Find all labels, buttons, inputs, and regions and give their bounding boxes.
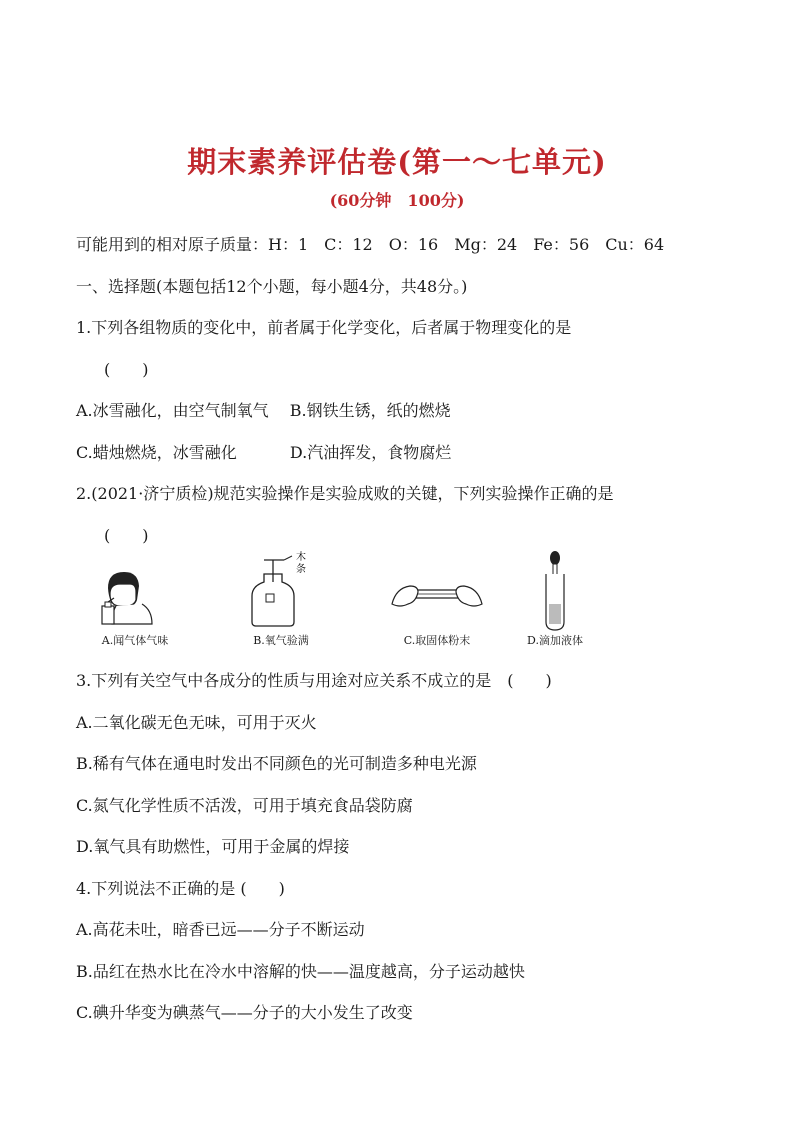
q4-option-b: B.品红在热水比在冷水中溶解的快——温度越高，分子运动越快 bbox=[76, 962, 525, 981]
caption-b: B.氧气验满 bbox=[253, 634, 309, 647]
q3-option-b: B.稀有气体在通电时发出不同颜色的光可制造多种电光源 bbox=[76, 754, 477, 773]
caption-a: A.闻气体气味 bbox=[101, 634, 169, 647]
q4-option-c: C.碘升华变为碘蒸气——分子的大小发生了改变 bbox=[76, 1003, 413, 1022]
q1-options-row2: C.蜡烛燃烧，冰雪融化 D.汽油挥发，食物腐烂 bbox=[76, 443, 452, 462]
test-tube-hands-icon bbox=[382, 548, 492, 632]
q1-stem: 1.下列各组物质的变化中，前者属于化学变化，后者属于物理变化的是 bbox=[76, 318, 572, 337]
q2-figures bbox=[80, 548, 640, 648]
figure-solid-powder bbox=[382, 548, 492, 648]
q4-option-a: A.高花未吐，暗香已远——分子不断运动 bbox=[76, 920, 365, 939]
q2-stem: 2.(2021·济宁质检)规范实验操作是实验成败的关键，下列实验操作正确的是 bbox=[76, 484, 614, 503]
q3-option-c: C.氮气化学性质不活泼，可用于填充食品袋防腐 bbox=[76, 796, 413, 815]
gas-bottle-icon bbox=[226, 548, 336, 632]
figure-drop-liquid bbox=[500, 548, 610, 648]
page-title: 期末素养评估卷(第一～七单元) bbox=[187, 145, 607, 179]
page-subtitle: (60分钟 100分) bbox=[329, 191, 465, 210]
q2-answer-blank: ( ) bbox=[104, 526, 149, 545]
label-wood-1: 木 bbox=[296, 552, 306, 563]
caption-c: C.取固体粉末 bbox=[403, 634, 471, 647]
atomic-masses-line: 可能用到的相对原子质量：H：1 C：12 O：16 Mg：24 Fe：56 Cu：64 bbox=[76, 235, 665, 254]
section-heading: 一、选择题(本题包括12个小题，每小题4分，共48分。) bbox=[76, 277, 468, 296]
figure-smell-gas bbox=[80, 548, 190, 648]
q3-option-d: D.氧气具有助燃性，可用于金属的焊接 bbox=[76, 837, 350, 856]
q1-answer-blank: ( ) bbox=[104, 360, 149, 379]
caption-d: D.滴加液体 bbox=[527, 634, 583, 647]
figure-oxygen-test bbox=[226, 548, 336, 648]
label-wood-2: 条 bbox=[296, 564, 306, 575]
q4-stem: 4.下列说法不正确的是 ( ) bbox=[76, 879, 285, 898]
q3-stem: 3.下列有关空气中各成分的性质与用途对应关系不成立的是 ( ) bbox=[76, 671, 552, 690]
dropper-tube-icon bbox=[500, 548, 610, 632]
q1-options-row1: A.冰雪融化，由空气制氧气 B.钢铁生锈，纸的燃烧 bbox=[76, 401, 451, 420]
person-smelling-icon bbox=[80, 548, 190, 632]
q3-option-a: A.二氧化碳无色无味，可用于灭火 bbox=[76, 713, 317, 732]
